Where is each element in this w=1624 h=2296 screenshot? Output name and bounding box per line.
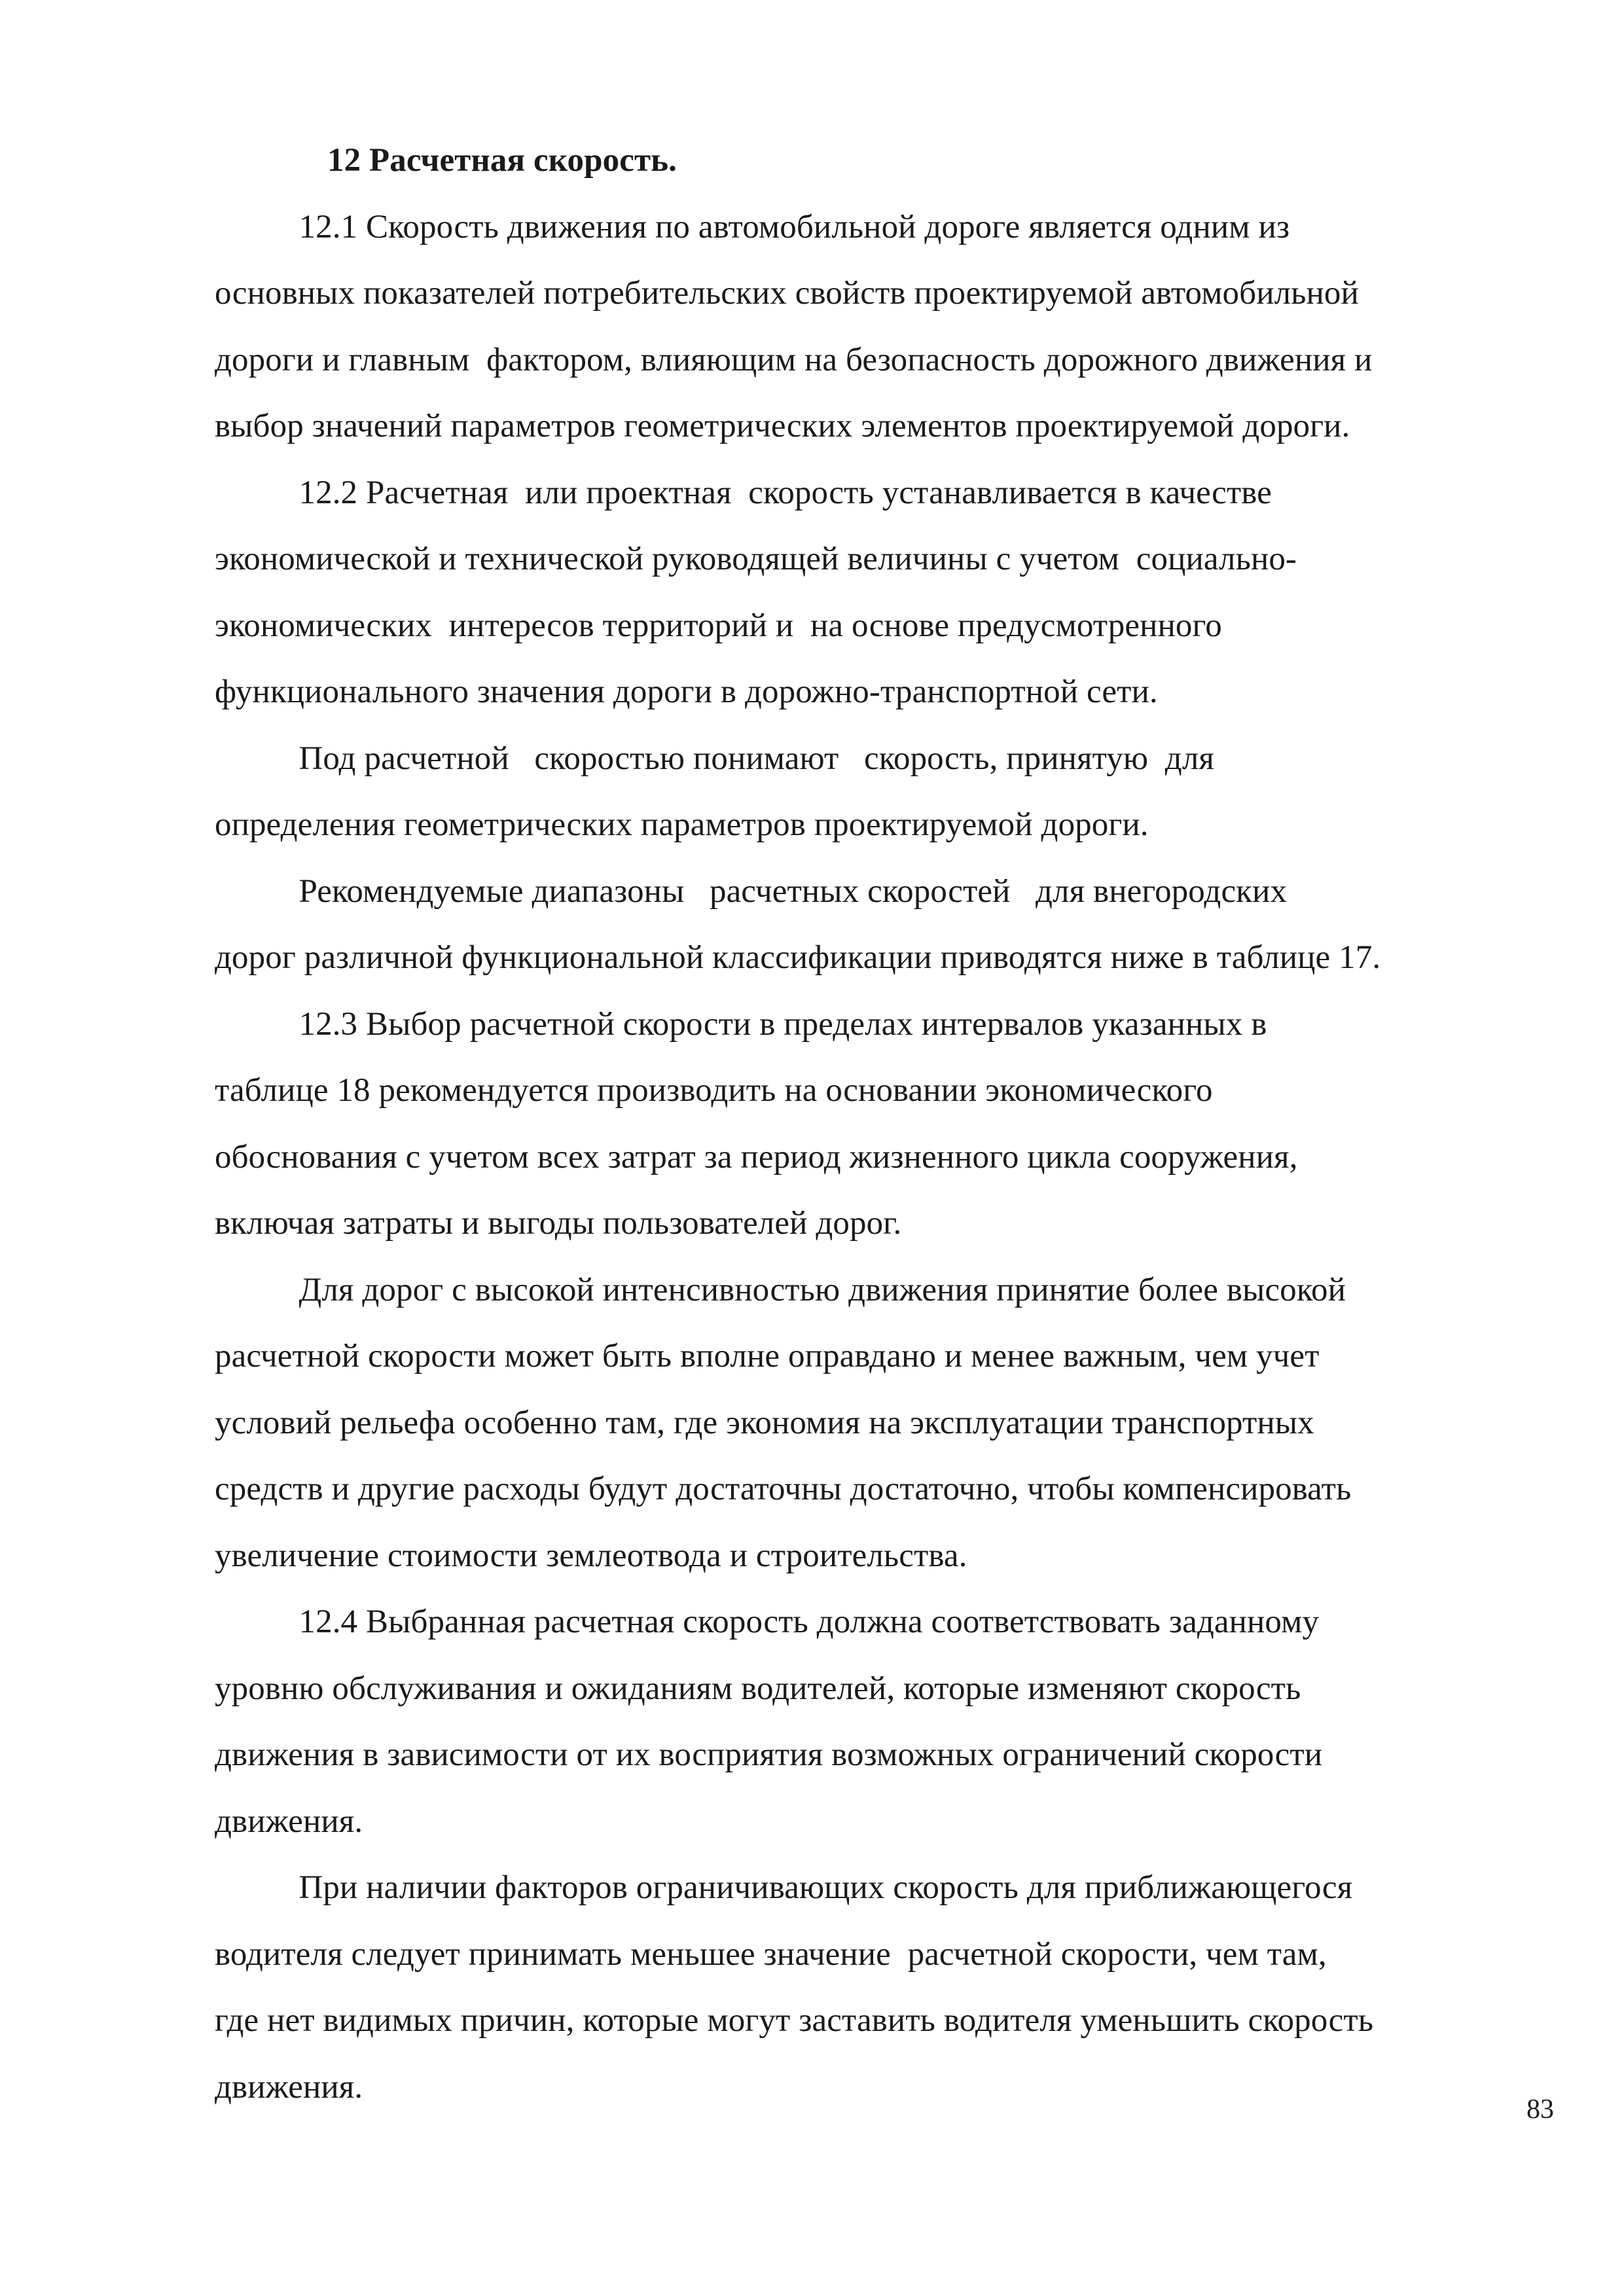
text-line: выбор значений параметров геометрических элементов проектируемой дороги.	[215, 408, 1350, 444]
text-line: Рекомендуемые диапазоны расчетных скоростей для внегородских	[215, 872, 1288, 910]
text-line: обоснования с учетом всех затрат за период жизненного цикла сооружения,	[215, 1138, 1298, 1175]
text-line: где нет видимых причин, которые могут заставить водителя уменьшить скорость	[215, 2002, 1374, 2039]
text-line: условий рельефа особенно там, где экономия на эксплуатации транспортных	[215, 1404, 1314, 1441]
text-line: экономической и технической руководящей величины с учетом социально-	[215, 541, 1297, 577]
text-line: увеличение стоимости землеотвода и строительства.	[215, 1537, 967, 1574]
text-line: 12.1 Скорость движения по автомобильной дороге является одним из	[215, 208, 1290, 245]
text-line: движения в зависимости от их восприятия возможных ограничений скорости	[215, 1736, 1323, 1773]
text-line: основных показателей потребительских свойств проектируемой автомобильной	[215, 275, 1359, 312]
text-line: Для дорог с высокой интенсивностью движения принятие более высокой	[215, 1271, 1346, 1308]
text-line: экономических интересов территорий и на основе предусмотренного	[215, 607, 1222, 644]
page-number: 83	[1526, 2094, 1554, 2125]
text-line: Под расчетной скоростью понимают скорость, принятую для	[215, 740, 1214, 777]
text-line: уровню обслуживания и ожиданиям водителей, которые изменяют скорость	[215, 1670, 1301, 1707]
text-line: водителя следует принимать меньшее значение расчетной скорости, чем там,	[215, 1935, 1327, 1973]
text-line: таблице 18 рекомендуется производить на основании экономического	[215, 1072, 1213, 1109]
text-line: 12.3 Выбор расчетной скорости в пределах интервалов указанных в	[215, 1005, 1267, 1043]
text-line: дороги и главным фактором, влияющим на безопасность дорожного движения и	[215, 341, 1373, 378]
text-line: 12.2 Расчетная или проектная скорость устанавливается в качестве	[215, 474, 1272, 511]
text-line: движения.	[215, 2068, 363, 2106]
text-line: При наличии факторов ограничивающих скорость для приближающегося	[215, 1869, 1353, 1906]
section-heading: 12 Расчетная скорость.	[327, 142, 677, 179]
text-line: средств и другие расходы будут достаточны достаточно, чтобы компенсировать	[215, 1471, 1352, 1507]
body-text	[215, 128, 1543, 2121]
text-line: определения геометрических параметров проектируемой дороги.	[215, 806, 1149, 843]
text-line: функционального значения дороги в дорожно-транспортной сети.	[215, 673, 1158, 710]
text-line: движения.	[215, 1803, 363, 1840]
text-line: дорог различной функциональной классификации приводятся ниже в таблице 17.	[215, 939, 1381, 976]
text-line: расчетной скорости может быть вполне оправдано и менее важным, чем учет	[215, 1338, 1320, 1374]
text-line: 12.4 Выбранная расчетная скорость должна соответствовать заданному	[215, 1604, 1320, 1640]
text-line: включая затраты и выгоды пользователей дорог.	[215, 1205, 902, 1242]
